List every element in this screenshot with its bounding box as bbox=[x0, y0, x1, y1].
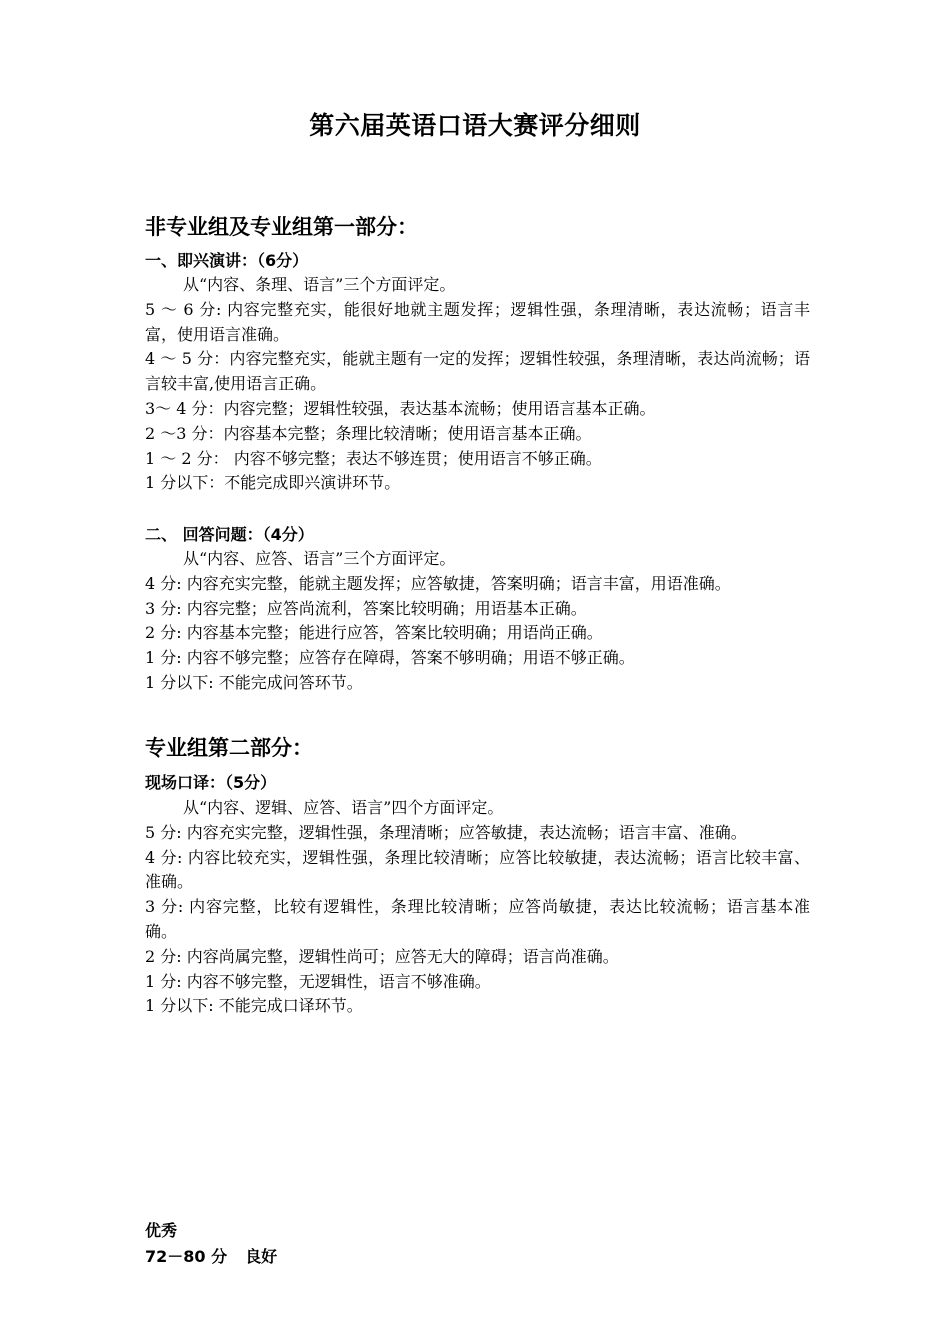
grade-good-label: 良好 bbox=[245, 1247, 278, 1266]
part2-heading: 专业组第二部分： bbox=[145, 736, 313, 760]
section1-criterion-3: 3～ 4 分：内容完整；逻辑性较强，表达基本流畅；使用语言基本正确。 bbox=[145, 398, 656, 418]
section1-criterion-5: 1 ～ 2 分： 内容不够完整；表达不够连贯；使用语言不够正确。 bbox=[145, 448, 602, 468]
section1-body bbox=[145, 273, 810, 496]
section1-criterion-2: 4 ～ 5 分：内容完整充实，能就主题有一定的发挥；逻辑性较强，条理清晰，表达尚流畅；语言较丰富,使用语言正确。 bbox=[145, 349, 810, 394]
document-title: 第六届英语口语大赛评分细则 bbox=[309, 111, 641, 140]
part2-intro: 从“内容、逻辑、应答、语言”四个方面评定。 bbox=[183, 798, 504, 817]
section1-heading: 一、即兴演讲：（6分） bbox=[145, 251, 309, 270]
part2-criterion-6: 1 分以下: 不能完成口译环节。 bbox=[145, 996, 363, 1016]
section2-criterion-5: 1 分以下: 不能完成问答环节。 bbox=[145, 672, 363, 692]
part2-section1-heading: 现场口译：（5分） bbox=[145, 773, 277, 792]
section2-criterion-4: 1 分: 内容不够完整；应答存在障碍，答案不够明确；用语不够正确。 bbox=[145, 648, 635, 668]
section2-heading: 二、 回答问题：（4分） bbox=[145, 525, 314, 544]
section1-criterion-6: 1 分以下：不能完成即兴演讲环节。 bbox=[145, 473, 401, 493]
section2-intro: 从“内容、应答、语言”三个方面评定。 bbox=[183, 549, 456, 568]
grade-excellent-label: 优秀 bbox=[145, 1221, 178, 1240]
part2-criterion-4: 2 分: 内容尚属完整，逻辑性尚可；应答无大的障碍；语言尚准确。 bbox=[145, 946, 619, 966]
grade-score-range: 72－80 分 bbox=[145, 1247, 228, 1266]
part2-criterion-5: 1 分: 内容不够完整，无逻辑性，语言不够准确。 bbox=[145, 971, 491, 991]
section2-criterion-2: 3 分: 内容完整；应答尚流利，答案比较明确；用语基本正确。 bbox=[145, 598, 587, 618]
part1-heading: 非专业组及专业组第一部分： bbox=[145, 215, 418, 239]
section1-criterion-4: 2 ～3 分：内容基本完整；条理比较清晰；使用语言基本正确。 bbox=[145, 423, 592, 443]
part2-section1-body bbox=[145, 796, 810, 1019]
section2-criterion-3: 2 分: 内容基本完整；能进行应答，答案比较明确；用语尚正确。 bbox=[145, 623, 603, 643]
section1-criterion-1: 5 ～ 6 分: 内容完整充实，能很好地就主题发挥；逻辑性强，条理清晰，表达流畅；语言丰富，使用语言准确。 bbox=[145, 299, 810, 344]
grade-row bbox=[145, 1244, 277, 1270]
section2-criterion-1: 4 分: 内容充实完整，能就主题发挥；应答敏捷，答案明确；语言丰富，用语准确。 bbox=[145, 573, 731, 593]
part2-criterion-3: 3 分: 内容完整，比较有逻辑性，条理比较清晰；应答尚敏捷，表达比较流畅；语言基本准确。 bbox=[145, 897, 810, 941]
section2-body bbox=[145, 547, 810, 696]
section1-intro: 从“内容、条理、语言”三个方面评定。 bbox=[183, 275, 456, 294]
part2-criterion-1: 5 分: 内容充实完整，逻辑性强，条理清晰；应答敏捷，表达流畅；语言丰富、准确。 bbox=[145, 822, 747, 842]
part2-criterion-2: 4 分: 内容比较充实，逻辑性强，条理比较清晰；应答比较敏捷，表达流畅；语言比较丰富、准确。 bbox=[145, 847, 810, 892]
